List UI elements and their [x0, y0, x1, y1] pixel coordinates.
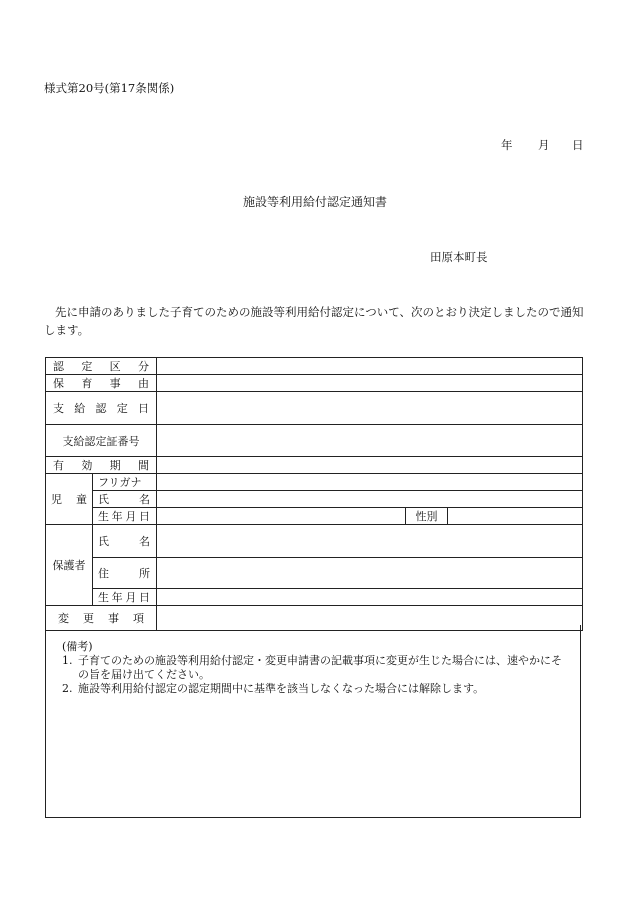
label-childcare-reason: 保 育 事 由 — [53, 377, 149, 390]
label-guardian-name: 氏 名 — [98, 535, 150, 548]
row-child-name — [46, 491, 583, 508]
remarks-item-number: 1. — [62, 654, 73, 667]
row-valid-period — [46, 457, 583, 474]
row-payment-cert-date — [46, 392, 583, 425]
value-child-birthdate[interactable] — [157, 508, 406, 525]
label-valid-period: 有 効 期 間 — [53, 459, 149, 472]
remarks-box — [45, 625, 581, 818]
value-payment-cert-date[interactable] — [157, 392, 583, 425]
label-changes: 変 更 事 項 — [58, 612, 144, 625]
notice-body: 先に申請のありました子育てのための施設等利用給付認定について、次のとおり決定しましたので通知します。 — [44, 305, 584, 337]
remarks-heading: (備考) — [62, 640, 93, 653]
date-year-label: 年 — [501, 138, 513, 152]
remarks-item-2 — [62, 682, 572, 696]
value-certification-category[interactable] — [157, 358, 583, 375]
row-guardian-birthdate — [46, 589, 583, 606]
date-day-label: 日 — [572, 138, 584, 152]
row-guardian-address — [46, 558, 583, 589]
label-guardian-birthdate: 生 年 月 日 — [98, 591, 150, 604]
label-payment-cert-number: 支給認定証番号 — [46, 425, 157, 457]
label-payment-cert-date: 支 給 認 定 日 — [53, 402, 149, 415]
row-payment-cert-number — [46, 425, 583, 457]
row-child-birthdate — [46, 508, 583, 525]
remarks-item-text: 施設等利用給付認定の認定期間中に基準を該当しなくなった場合には解除します。 — [78, 682, 485, 695]
row-certification-category — [46, 358, 583, 375]
row-childcare-reason — [46, 375, 583, 392]
value-guardian-birthdate[interactable] — [157, 589, 583, 606]
row-guardian-name — [46, 525, 583, 558]
date-month-label: 月 — [538, 138, 550, 152]
certification-table — [45, 357, 583, 631]
issuer-name: 田原本町長 — [430, 250, 488, 264]
value-payment-cert-number[interactable] — [157, 425, 583, 457]
label-child-birthdate: 生 年 月 日 — [98, 510, 150, 523]
label-gender: 性別 — [406, 508, 448, 525]
label-child: 児 童 — [51, 493, 87, 506]
label-guardian-address: 住 所 — [98, 567, 150, 580]
value-childcare-reason[interactable] — [157, 375, 583, 392]
value-child-name[interactable] — [157, 491, 583, 508]
label-guardian: 保護者 — [46, 525, 93, 606]
label-child-name: 氏 名 — [98, 493, 150, 506]
value-guardian-address[interactable] — [157, 558, 583, 589]
row-child-furigana — [46, 474, 583, 491]
label-certification-category: 認 定 区 分 — [53, 360, 149, 373]
value-valid-period[interactable] — [157, 457, 583, 474]
document-title: 施設等利用給付認定通知書 — [242, 195, 387, 209]
value-child-furigana[interactable] — [157, 474, 583, 491]
label-child-furigana: フリガナ — [93, 474, 157, 491]
remarks-item-text: 子育てのための施設等利用給付認定・変更申請書の記載事項に変更が生じた場合には、速やかにその旨を届け出てください。 — [78, 654, 562, 681]
remarks-item-number: 2. — [62, 682, 73, 695]
remarks-item-1 — [62, 654, 572, 682]
value-guardian-name[interactable] — [157, 525, 583, 558]
form-number: 様式第20号(第17条関係) — [44, 81, 175, 95]
value-gender[interactable] — [448, 508, 583, 525]
